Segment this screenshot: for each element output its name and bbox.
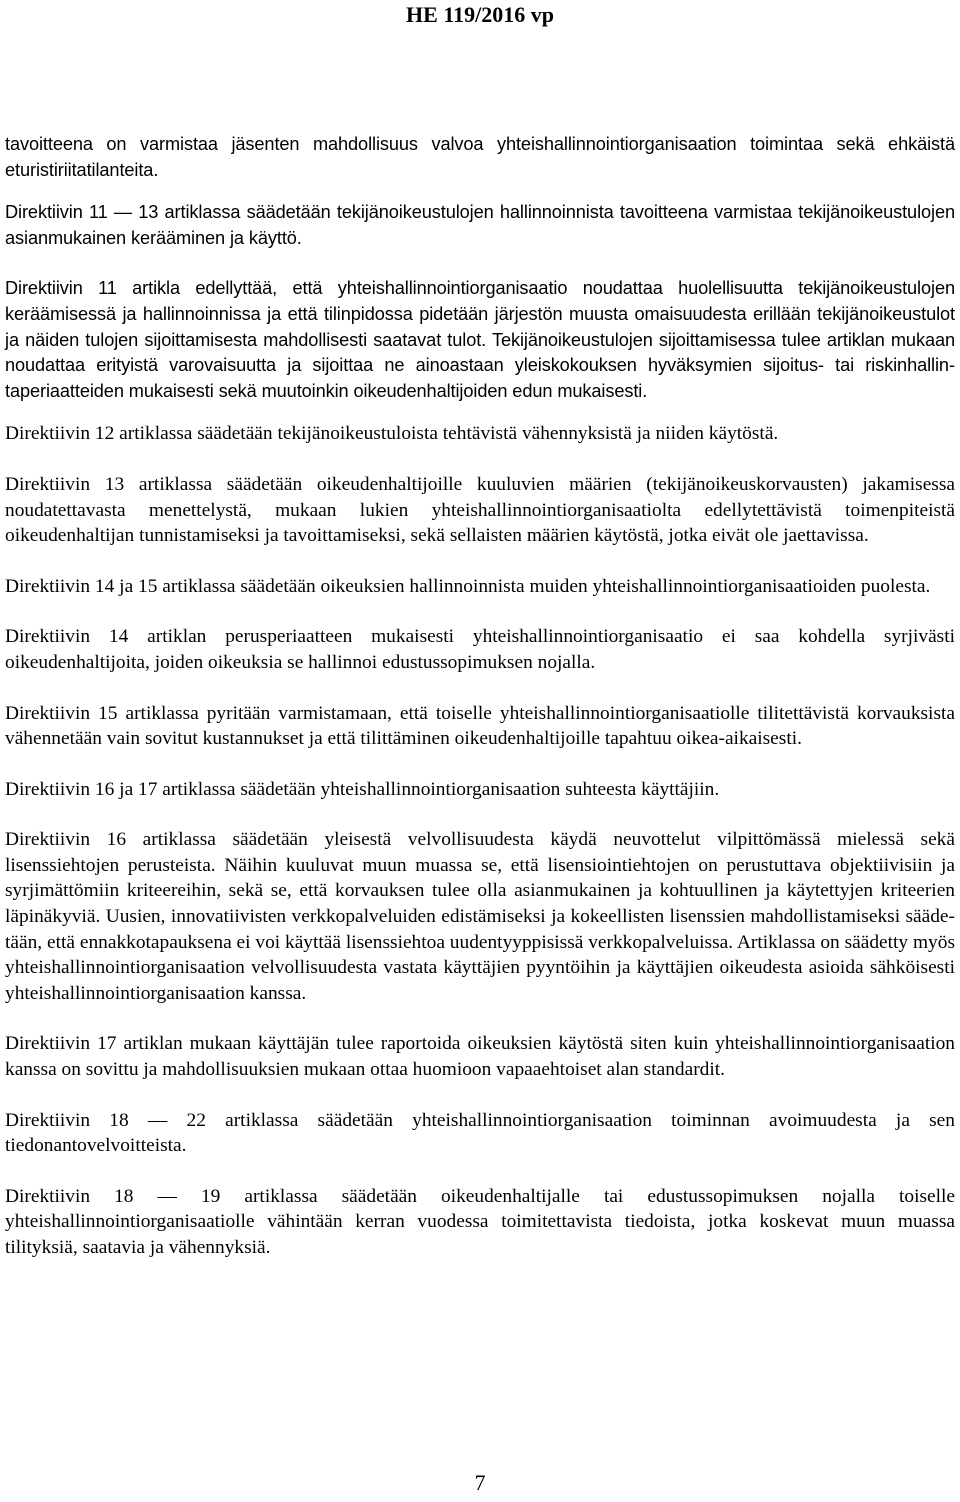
paragraph-9: Direktiivin 16 ja 17 artiklassa säädetään yhteishallinnointiorganisaation suhteesta käyttäjiin. — [5, 778, 720, 800]
paragraph-8: Direktiivin 15 artiklassa pyritään varmistamaan, että toiselle yhteishallinnointiorganisaatiolle tilitettävistä korvauksista vähennetään vain sovitut kustannukset ja että tilittäminen oikeudenhaltijoille tapahtuu oikea-aikaisesti. — [5, 702, 955, 750]
paragraph-5: Direktiivin 13 artiklassa säädetään oikeudenhaltijoille kuuluvien määrien (tekijänoikeuskorvausten) jakamisessa noudatettavasta menettelystä, mukaan lukien yhteishallinnointiorganisaatiolta edellytettävistä toimenpiteistä oikeudenhaltijan tunnistamiseksi ja tavoittamiseksi, sekä sellaisten määrien käytöstä, jotka eivät ole jaettavissa. — [5, 473, 955, 547]
paragraph-2: Direktiivin 11 — 13 artiklassa säädetään tekijänoikeustulojen hallinnoinnista tavoitteena varmistaa tekijänoikeustulojen asianmukainen kerääminen ja käyttö. — [5, 202, 955, 248]
paragraph-10: Direktiivin 16 artiklassa säädetään yleisestä velvollisuudesta käydä neuvottelut vilpittömässä mielessä sekä lisenssiehtojen perusteista. Näihin kuuluvat muun muassa se, että lisensiointiehtojen on perustuttava objektiivisiin ja syrjimättömiin kriteereihin, sekä se, että korvauksen tulee olla asianmukainen ja kohtuullinen ja käytettyjen kriteerien läpinäkyviä. Uusien, innovatiivisten verkkopalveluiden edistämiseksi ja kokeellisten lisenssien mahdollistamiseksi säädetään, että ennakkotapauksena ei voi käyttää lisenssiehtoa uudentyyppisissä verkkopalveluissa. Artiklassa on säädetty myös yhteishallinnointiorganisaation velvollisuudesta vastata käyttäjien pyyntöihin ja käyttäjien oikeudesta asioida sähköisesti yhteishallinnointiorganisaation kanssa. — [5, 829, 955, 1004]
document-header: HE 119/2016 vp — [406, 2, 554, 27]
paragraph-6: Direktiivin 14 ja 15 artiklassa säädetään oikeuksien hallinnoinnista muiden yhteishallinnointiorganisaatioiden puolesta. — [5, 575, 931, 597]
paragraph-1: tavoitteena on varmistaa jäsenten mahdollisuus valvoa yhteishallinnointiorganisaation toimintaa sekä ehkäistä eturistiriitatilanteita. — [5, 134, 955, 180]
paragraph-13: Direktiivin 18 — 19 artiklassa säädetään oikeudenhaltijalle tai edustussopimuksen nojalla toiselle yhteishallinnointiorganisaatiolle vähintään kerran vuodessa toimitettavista tiedoista, jotka koskevat muun muassa tilityksiä, saatavia ja vähennyksiä. — [5, 1185, 955, 1258]
paragraph-4: Direktiivin 12 artiklassa säädetään tekijänoikeustuloista tehtävistä vähennyksistä ja niiden käytöstä. — [5, 423, 779, 445]
paragraph-7: Direktiivin 14 artiklan perusperiaatteen mukaisesti yhteishallinnointiorganisaatio ei saa kohdella syrjivästi oikeudenhaltijoita, joiden oikeuksia se hallinnoi edustussopimuksen nojalla. — [5, 626, 955, 673]
paragraph-3: Direktiivin 11 artikla edellyttää, että yhteishallinnointiorganisaatio noudattaa huolellisuutta tekijänoikeustulojen keräämisessä ja hallinnoinnissa ja että tilinpidossa pidetään järjestön muusta omaisuudesta erillään tekijänoikeustulot ja näiden tulojen sijoittamisesta mahdollisesti saatavat tulot. Tekijänoikeustulojen sijoittamisessa tulee artiklan mukaan noudattaa erityistä varovaisuutta ja sijoittaa ne ainoastaan yleiskokouksen hyväksymien sijoitus- tai riskinhallintaperiaatteiden mukaisesti sekä muutoinkin oikeudenhaltijoiden edun mukaisesti. — [5, 278, 955, 401]
paragraph-11: Direktiivin 17 artiklan mukaan käyttäjän tulee raportoida oikeuksien käytöstä siten kuin yhteishallinnointiorganisaation kanssa on sovittu ja mahdollisuuksien mukaan ottaa huomioon vapaaehtoiset alan standardit. — [5, 1033, 955, 1081]
page-number: 7 — [474, 1470, 486, 1495]
paragraph-12: Direktiivin 18 — 22 artiklassa säädetään yhteishallinnointiorganisaation toiminnan avoimuudesta ja sen tiedonantovelvoitteista. — [5, 1109, 955, 1157]
document-body — [5, 132, 955, 1286]
